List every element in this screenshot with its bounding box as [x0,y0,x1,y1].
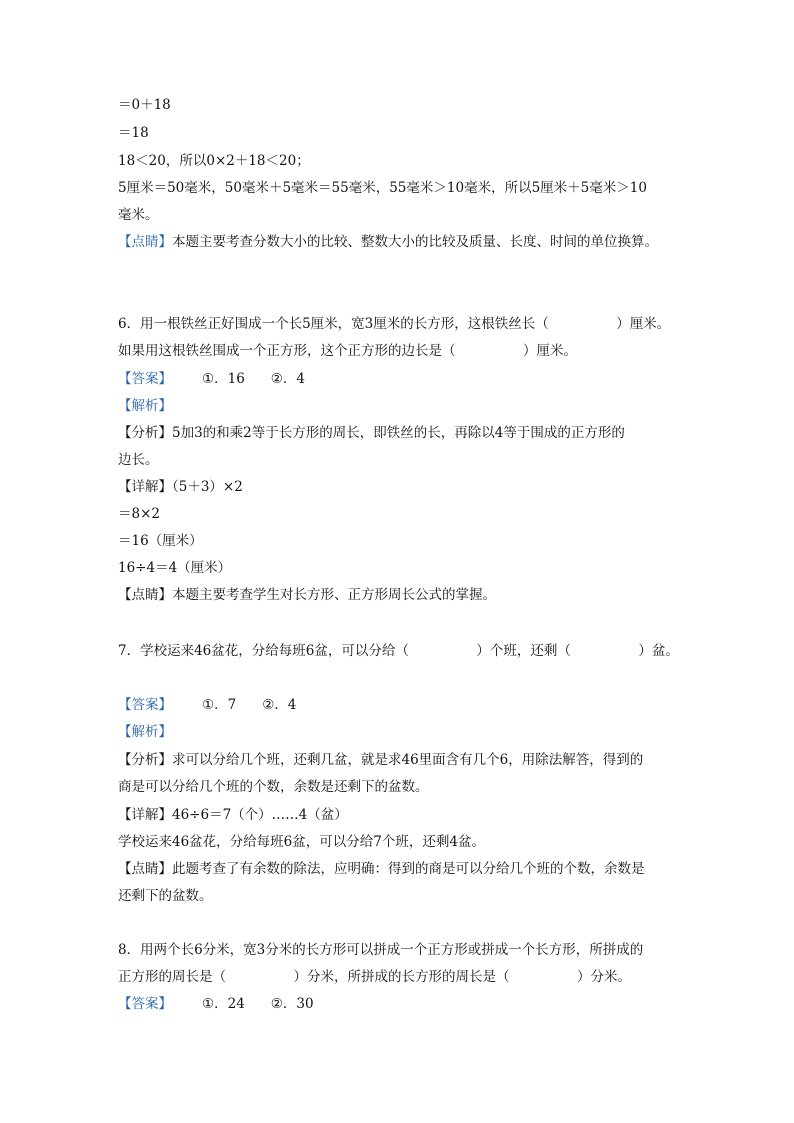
text-line: 18＜20，所以0×2＋18＜20； [118,153,310,169]
dianjing-tag: 【点睛】 [118,587,172,603]
fenxi-text: 5加3的和乘2等于长方形的周长，即铁丝的长，再除以4等于围成的正方形的 [172,425,625,441]
answer-2: ②．30 [270,996,314,1012]
jiexi-tag: 【解析】 [118,724,172,740]
xiangjie-text: （5＋3）×2 [172,479,243,495]
fenxi-line [118,751,643,769]
xiangjie-line [118,806,348,824]
answer-tag: 【答案】 [118,697,172,713]
question-8-line-1: 8．用两个长6分米，宽3分米的长方形可以拼成一个正方形或拼成一个长方形，所拼成的 [118,942,644,958]
text-line: 商是可以分给几个班的个数，余数是还剩下的盆数。 [118,779,429,795]
answer-tag: 【答案】 [118,996,172,1012]
calc-line: ＝16（厘米） [118,533,203,549]
dianjing-text: 此题考查了有余数的除法，应明确：得到的商是可以分给几个班的个数，余数是 [172,861,645,877]
xiangjie-tag: 【详解】 [118,479,172,495]
conclusion-line: 学校运来46盆花，分给每班6盆，可以分给7个班，还剩4盆。 [118,834,485,850]
text-line: 5厘米＝50毫米，50毫米＋5毫米＝55毫米，55毫米＞10毫米，所以5厘米＋5毫米＞10 [118,180,647,196]
text-line: 边长。 [118,452,159,468]
fenxi-text: 求可以分给几个班，还剩几盆，就是求46里面含有几个6，用除法解答，得到的 [172,752,644,768]
dianjing-text: 本题主要考查学生对长方形、正方形周长公式的掌握。 [172,587,496,603]
dianjing-line [118,233,658,251]
answer-line [118,995,314,1013]
answer-2: ②．4 [262,697,297,713]
answer-1: ①．16 [202,371,245,387]
fenxi-tag: 【分析】 [118,425,172,441]
xiangjie-tag: 【详解】 [118,807,172,823]
text-line: ＝18 [118,125,149,141]
answer-line [118,696,296,714]
xiangjie-line [118,478,243,496]
answer-1: ①．24 [202,996,245,1012]
question-8-line-2: 正方形的周长是（ ）分米，所拼成的长方形的周长是（ ）分米。 [118,969,631,985]
dianjing-tag: 【点睛】 [118,234,172,250]
question-7-line-1: 7．学校运来46盆花，分给每班6盆，可以分给（ ）个班，还剩（ ）盆。 [118,643,679,659]
text-line: ＝0＋18 [118,97,171,113]
calc-line: ＝8×2 [118,506,160,522]
text-line: 还剩下的盆数。 [118,888,213,904]
jiexi-tag: 【解析】 [118,398,172,414]
answer-2: ②．4 [270,371,305,387]
answer-line [118,370,305,388]
question-6-line-1: 6．用一根铁丝正好围成一个长5厘米，宽3厘米的长方形，这根铁丝长（ ）厘米。 [118,316,671,332]
dianjing-tag: 【点睛】 [118,861,172,877]
dianjing-line [118,860,645,878]
fenxi-tag: 【分析】 [118,752,172,768]
answer-1: ①．7 [202,697,237,713]
xiangjie-text: 46÷6＝7（个）……4（盆） [172,807,348,823]
fenxi-line [118,424,625,442]
text-line: 毫米。 [118,207,159,223]
question-6-line-2: 如果用这根铁丝围成一个正方形，这个正方形的边长是（ ）厘米。 [118,343,577,359]
dianjing-text: 本题主要考查分数大小的比较、整数大小的比较及质量、长度、时间的单位换算。 [172,234,658,250]
calc-line: 16÷4＝4（厘米） [118,560,232,576]
answer-tag: 【答案】 [118,371,172,387]
dianjing-line [118,586,496,604]
